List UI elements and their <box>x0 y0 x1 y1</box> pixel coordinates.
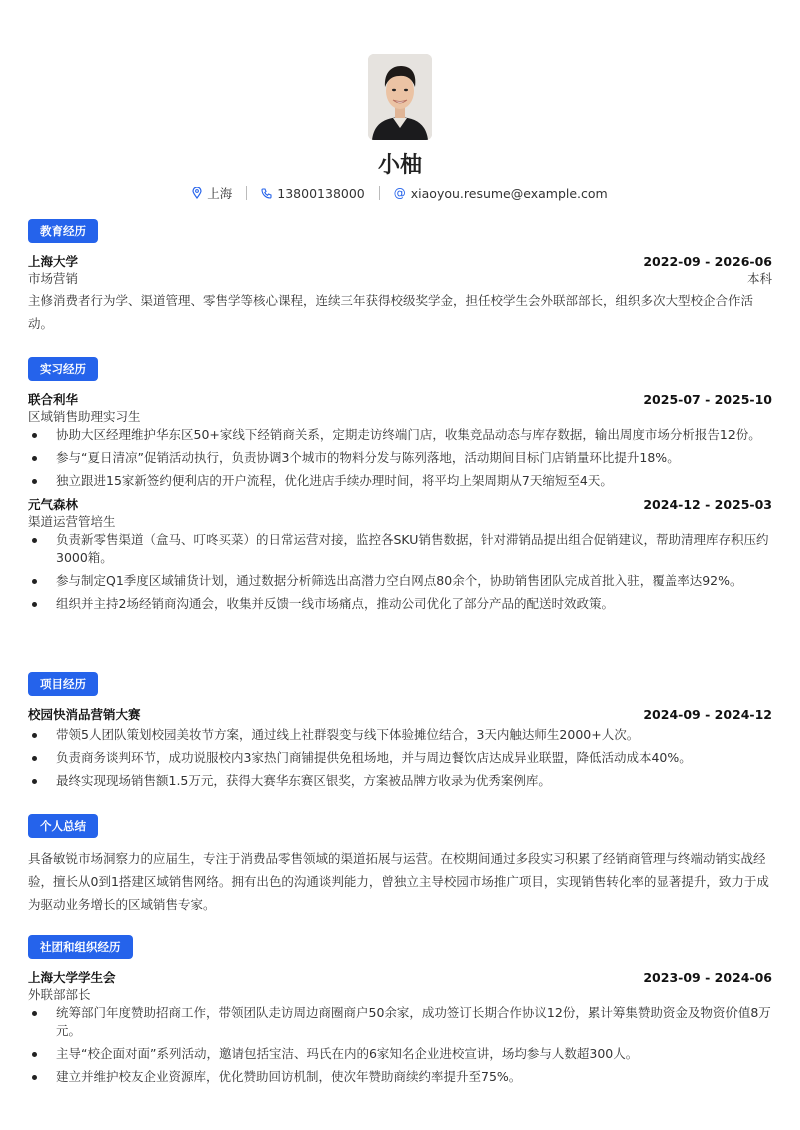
list-item-text: 协助大区经理维护华东区50+家线下经销商关系，定期走访终端门店，收集竞品动态与库存数据，输出周度市场分析报告12份。 <box>56 427 761 442</box>
list-item <box>28 1068 772 1086</box>
organization-dates: 2023-09 - 2024-06 <box>643 970 772 985</box>
list-item-text: 最终实现现场销售额1.5万元，获得大赛华东赛区银奖，方案被品牌方收录为优秀案例库。 <box>56 773 551 788</box>
contact-phone <box>261 186 364 201</box>
list-item-text: 独立跟进15家新签约便利店的开户流程，优化进店手续办理时间，将平均上架周期从7天缩短至4天。 <box>56 473 613 488</box>
internship-header <box>28 496 772 513</box>
candidate-name: 小柚 <box>377 153 422 178</box>
list-item <box>28 472 772 490</box>
role-title: 渠道运营管培生 <box>28 514 116 529</box>
bullet-dot-icon <box>32 538 37 543</box>
bullet-dot-icon <box>32 1011 37 1016</box>
list-item-text: 统筹部门年度赞助招商工作，带领团队走访周边商圈商户50余家，成功签订长期合作协议12份，累计筹集赞助资金及物资价值8万元。 <box>56 1005 771 1038</box>
location-text: 上海 <box>207 186 233 201</box>
list-item-text: 负责商务谈判环节，成功说服校内3家热门商铺提供免租场地，并与周边餐饮店达成异业联盟，降低活动成本40%。 <box>56 750 692 765</box>
organization-header <box>28 969 772 986</box>
internship-entry <box>28 496 772 613</box>
at-sign-icon: @ <box>393 186 406 200</box>
education-dates: 2022-09 - 2026-06 <box>643 254 772 269</box>
education-subheader <box>28 270 772 287</box>
internship-dates: 2024-12 - 2025-03 <box>643 497 772 512</box>
school-name: 上海大学 <box>28 254 79 269</box>
phone-icon <box>261 188 272 199</box>
location-pin-icon <box>192 187 202 199</box>
phone-text[interactable]: 13800138000 <box>277 185 365 201</box>
contact-email <box>394 186 608 201</box>
list-item <box>28 726 772 744</box>
internship-entry <box>28 391 772 490</box>
bullet-dot-icon <box>32 456 37 461</box>
degree: 本科 <box>746 271 772 286</box>
list-item-text: 参与“夏日清凉”促销活动执行，负责协调3个城市的物料分发与陈列落地，活动期间目标门店销量环比提升18%。 <box>56 450 680 465</box>
list-item-text: 建立并维护校友企业资源库，优化赞助回访机制，使次年赞助商续约率提升至75%。 <box>56 1069 522 1084</box>
email-text[interactable]: xiaoyou.resume@example.com <box>410 185 608 201</box>
list-item <box>28 531 772 567</box>
contact-divider <box>379 186 380 200</box>
section-title-internship: 实习经历 <box>28 357 98 381</box>
list-item-text: 带领5人团队策划校园美妆节方案，通过线上社群裂变与线下体验摊位结合，3天内触达师生2000+人次。 <box>56 727 640 742</box>
portrait-photo <box>368 54 432 140</box>
section-title-projects: 项目经历 <box>28 672 98 696</box>
company-name: 元气森林 <box>28 497 79 512</box>
list-item <box>28 572 772 590</box>
education-description: 主修消费者行为学、渠道管理、零售学等核心课程，连续三年获得校级奖学金，担任校学生会外联部部长，组织多次大型校企合作活动。 <box>28 293 754 331</box>
internship-header <box>28 391 772 408</box>
project-dates: 2024-09 - 2024-12 <box>643 707 772 722</box>
role-title: 区域销售助理实习生 <box>28 409 141 424</box>
bullet-dot-icon <box>32 1075 37 1080</box>
bullet-dot-icon <box>32 479 37 484</box>
bullet-dot-icon <box>32 433 37 438</box>
education-section <box>28 219 772 335</box>
list-item-text: 参与制定Q1季度区域铺货计划，通过数据分析筛选出高潜力空白网点80余个，协助销售团队完成首批入驻，覆盖率达92%。 <box>56 573 743 588</box>
organization-role: 外联部部长 <box>28 987 91 1002</box>
section-title-organizations: 社团和组织经历 <box>28 935 133 959</box>
internship-section <box>28 357 772 618</box>
bullet-dot-icon <box>32 733 37 738</box>
avatar <box>368 54 432 140</box>
section-title-summary: 个人总结 <box>28 814 98 838</box>
project-header <box>28 706 772 723</box>
list-item-text: 组织并主持2场经销商沟通会，收集并反馈一线市场痛点，推动公司优化了部分产品的配送时效政策。 <box>56 596 614 611</box>
section-title-education: 教育经历 <box>28 219 98 243</box>
bullet-list <box>28 726 772 790</box>
contact-location <box>192 184 232 202</box>
internship-dates: 2025-07 - 2025-10 <box>643 392 772 407</box>
organization-subheader <box>28 986 772 1003</box>
list-item <box>28 449 772 467</box>
list-item-text: 主导“校企面对面”系列活动，邀请包括宝洁、玛氏在内的6家知名企业进校宣讲，场均参与人数超300人。 <box>56 1046 639 1061</box>
project-section <box>28 672 772 795</box>
list-item <box>28 595 772 613</box>
bullet-list <box>28 1004 772 1086</box>
organization-section <box>28 935 772 1091</box>
summary-text: 具备敏锐市场洞察力的应届生，专注于消费品零售领域的渠道拓展与运营。在校期间通过多段实习积累了经销商管理与终端动销实战经验，擅长从0到1搭建区域销售网络。拥有出色的沟通谈判能力，曾独立主导校园市场推广项目，实现销售转化率的显著提升，致力于成为驱动业务增长的区域销售专家。 <box>28 851 769 912</box>
internship-subheader <box>28 513 772 530</box>
bullet-dot-icon <box>32 756 37 761</box>
bullet-dot-icon <box>32 1052 37 1057</box>
list-item <box>28 772 772 790</box>
contact-divider <box>246 186 247 200</box>
bullet-dot-icon <box>32 779 37 784</box>
bullet-list <box>28 426 772 490</box>
bullet-dot-icon <box>32 602 37 607</box>
bullet-dot-icon <box>32 579 37 584</box>
list-item <box>28 426 772 444</box>
education-header <box>28 253 772 270</box>
list-item <box>28 1004 772 1040</box>
bullet-list <box>28 531 772 613</box>
contact-row <box>0 184 800 202</box>
list-item <box>28 1045 772 1063</box>
organization-name: 上海大学学生会 <box>28 970 116 985</box>
summary-section <box>28 814 772 916</box>
list-item-text: 负责新零售渠道（盒马、叮咚买菜）的日常运营对接，监控各SKU销售数据，针对滞销品提出组合促销建议，帮助清理库存积压约3000箱。 <box>56 532 769 565</box>
company-name: 联合利华 <box>28 392 79 407</box>
internship-subheader <box>28 408 772 425</box>
list-item <box>28 749 772 767</box>
major: 市场营销 <box>28 271 79 286</box>
project-name: 校园快消品营销大赛 <box>28 707 141 722</box>
